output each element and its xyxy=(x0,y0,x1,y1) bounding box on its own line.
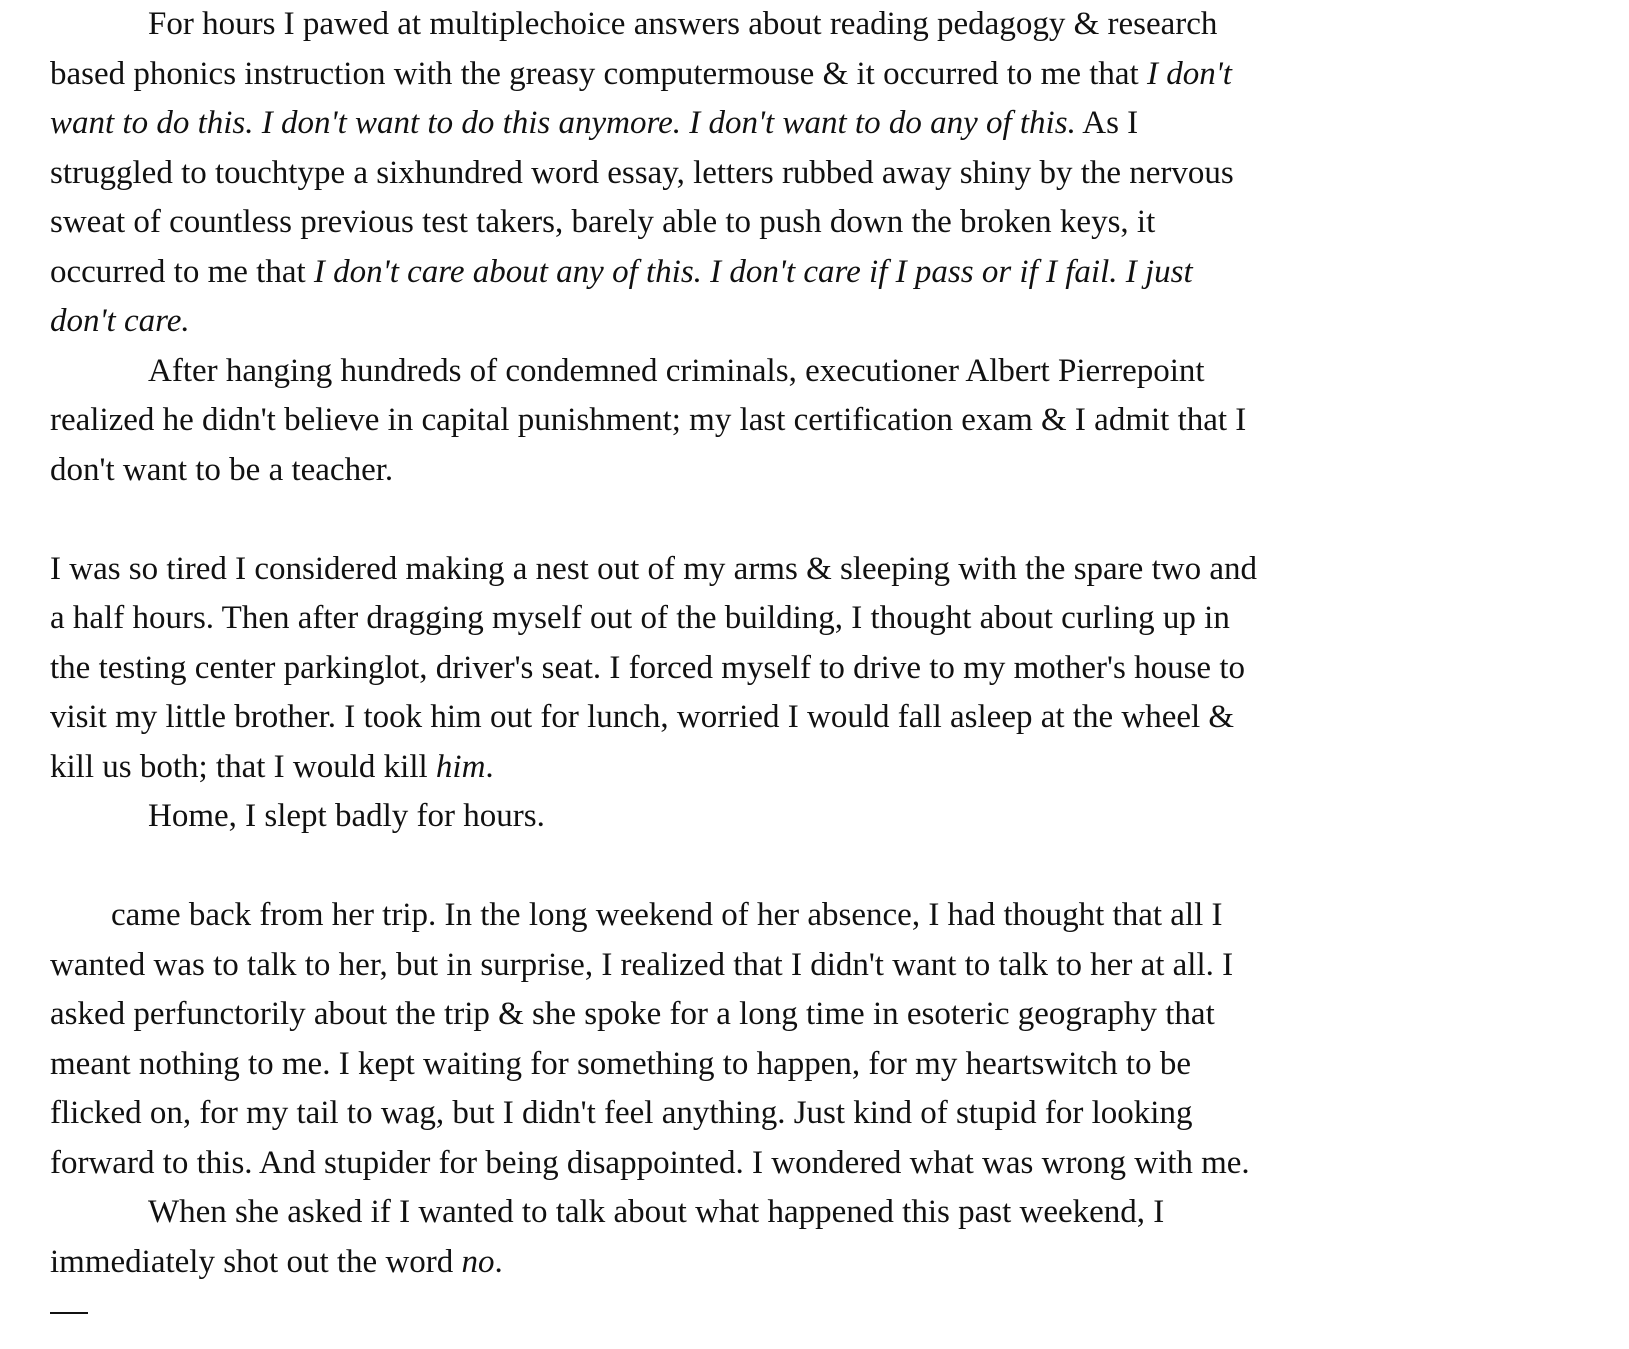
paragraph-weekend xyxy=(50,1188,1450,1287)
paragraph-exam xyxy=(50,0,1450,347)
text-line xyxy=(50,990,1450,1040)
paragraph-gap xyxy=(50,495,1450,545)
text-line xyxy=(50,644,1450,694)
text-run: don't want to be a teacher. xyxy=(50,451,394,488)
text-line xyxy=(50,1188,1450,1238)
section-separator-dash xyxy=(50,1312,88,1314)
text-run: struggled to touchtype a sixhundred word essay, letters rubbed away shiny by the nervous xyxy=(50,154,1234,191)
text-line xyxy=(50,297,1450,347)
text-run: forward to this. And stupider for being disappointed. I wondered what was wrong with me. xyxy=(50,1144,1250,1181)
text-line xyxy=(50,594,1450,644)
paragraph-pierrepoint xyxy=(50,347,1450,496)
text-line xyxy=(50,792,1450,842)
text-line xyxy=(50,1089,1450,1139)
text-run: a half hours. Then after dragging myself out of the building, I thought about curling up in xyxy=(50,600,1230,636)
text-line xyxy=(50,50,1450,100)
italic-run: I don't care about any of this. I don't care if I pass or if I fail. I just xyxy=(313,253,1193,290)
text-run: occurred to me that xyxy=(50,253,314,290)
text-line xyxy=(50,941,1450,991)
document-body xyxy=(50,0,1450,1287)
text-run: sweat of countless previous test takers, barely able to push down the broken keys, it xyxy=(50,204,1156,240)
text-run: came back from her trip. In the long weekend of her absence, I had thought that all I xyxy=(111,897,1223,933)
text-run: flicked on, for my tail to wag, but I didn't feel anything. Just kind of stupid for looking xyxy=(50,1095,1193,1131)
text-run: immediately shot out the word xyxy=(50,1243,462,1280)
text-run: based phonics instruction with the greasy computermouse & it occurred to me that xyxy=(50,55,1147,92)
paragraph-trip xyxy=(50,891,1450,1188)
text-run: asked perfunctorily about the trip & she spoke for a long time in esoteric geography that xyxy=(50,996,1215,1032)
text-line xyxy=(50,99,1450,149)
paragraph-gap xyxy=(50,842,1450,892)
text-line xyxy=(50,545,1450,595)
text-run: After hanging hundreds of condemned criminals, executioner Albert Pierrepoint xyxy=(148,352,1205,389)
text-run: For hours I pawed at multiplechoice answers about reading pedagogy & research xyxy=(148,6,1218,42)
text-run: visit my little brother. I took him out for lunch, worried I would fall asleep at the wheel & xyxy=(50,699,1235,735)
text-run: kill us both; that I would kill xyxy=(50,748,436,785)
text-run: As I xyxy=(1075,105,1139,141)
text-line xyxy=(50,248,1450,298)
paragraph-tired xyxy=(50,545,1450,793)
text-run: meant nothing to me. I kept waiting for something to happen, for my heartswitch to be xyxy=(50,1045,1191,1082)
text-run: When she asked if I wanted to talk about what happened this past weekend, I xyxy=(148,1194,1165,1230)
text-line xyxy=(50,1238,1450,1288)
text-line xyxy=(50,743,1450,793)
text-run: . xyxy=(485,748,494,785)
text-line xyxy=(50,198,1450,248)
text-line xyxy=(50,1040,1450,1090)
text-run: Home, I slept badly for hours. xyxy=(148,798,545,834)
text-run: realized he didn't believe in capital punishment; my last certification exam & I admit that I xyxy=(50,402,1247,438)
text-run: wanted was to talk to her, but in surprise, I realized that I didn't want to talk to her at all. I xyxy=(50,946,1234,983)
text-line xyxy=(50,149,1450,199)
text-run: . xyxy=(494,1243,503,1280)
italic-run: want to do this. I don't want to do this anymore. I don't want to do any of this. xyxy=(50,105,1076,141)
text-line xyxy=(50,693,1450,743)
text-line xyxy=(50,891,1450,941)
text-line xyxy=(50,396,1450,446)
italic-run: don't care. xyxy=(50,303,190,339)
text-line xyxy=(50,347,1450,397)
italic-run: him xyxy=(435,748,486,785)
text-line xyxy=(50,1139,1450,1189)
paragraph-home xyxy=(50,792,1450,842)
text-line xyxy=(50,446,1450,496)
italic-run: I don't xyxy=(1146,55,1232,92)
text-run: I was so tired I considered making a nest out of my arms & sleeping with the spare two and xyxy=(50,550,1257,587)
italic-run: no xyxy=(461,1243,495,1280)
text-run: the testing center parkinglot, driver's seat. I forced myself to drive to my mother's house to xyxy=(50,649,1245,686)
text-line xyxy=(50,0,1450,50)
